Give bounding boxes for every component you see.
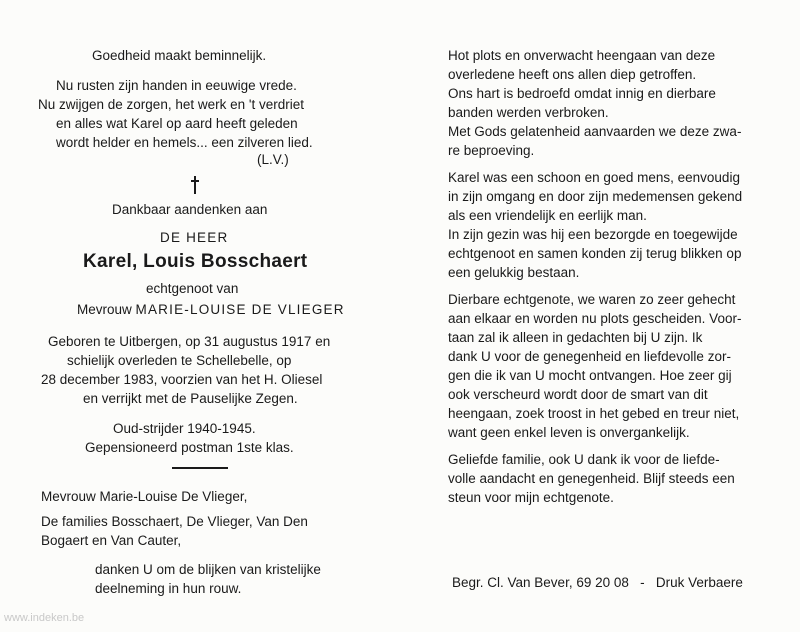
text-line: Geliefde familie, ook U dank ik voor de liefde- bbox=[448, 452, 720, 467]
deceased-name: Karel, Louis Bosschaert bbox=[83, 251, 308, 272]
text-line: steun voor mijn echtgenote. bbox=[448, 490, 614, 505]
text-line: echtgenoot en samen konden zij terug blikken op bbox=[448, 246, 742, 261]
text-line: dank U voor de genegenheid en liefdevolle zor- bbox=[448, 349, 731, 364]
text-line: een gelukkig bestaan. bbox=[448, 265, 580, 280]
text-line: als een vriendelijk en eerlijk man. bbox=[448, 208, 647, 223]
text-line: want geen enkel leven is onvergankelijk. bbox=[448, 425, 690, 440]
section-divider bbox=[172, 467, 228, 469]
poem-line-4: en alles wat Karel op aard heeft geleden bbox=[56, 116, 298, 131]
text-line: Hot plots en onverwacht heengaan van deze bbox=[448, 48, 716, 63]
bio-line-4: en verrijkt met de Pauselijke Zegen. bbox=[83, 391, 298, 406]
poem-line-5: wordt helder en hemels... een zilveren lied. bbox=[56, 135, 313, 150]
spouse-prefix: Mevrouw bbox=[77, 302, 132, 317]
text-line: Met Gods gelatenheid aanvaarden we deze zwa- bbox=[448, 124, 742, 139]
bio-line-3: 28 december 1983, voorzien van het H. Oliesel bbox=[41, 372, 323, 387]
poem-line-1: Goedheid maakt beminnelijk. bbox=[92, 48, 267, 63]
printer-footer: Begr. Cl. Van Bever, 69 20 08 - Druk Verbaere bbox=[452, 575, 743, 590]
bio-line-2: schielijk overleden te Schellebelle, op bbox=[67, 353, 292, 368]
spouse-line bbox=[77, 301, 345, 319]
thanks-line-2: deelneming in hun rouw. bbox=[95, 581, 242, 596]
spouse-name: MARIE-LOUISE DE VLIEGER bbox=[135, 302, 345, 317]
text-line: Ons hart is bedroefd omdat innig en dierbare bbox=[448, 86, 716, 101]
text-line: Dierbare echtgenote, we waren zo zeer gehecht bbox=[448, 292, 736, 307]
honorific: DE HEER bbox=[160, 230, 229, 245]
family-line-1: Mevrouw Marie-Louise De Vlieger, bbox=[41, 489, 248, 504]
poem-line-3: Nu zwijgen de zorgen, het werk en 't verdriet bbox=[38, 97, 304, 112]
text-line: ook verscheurd wordt door de smart van dit bbox=[448, 387, 708, 402]
poem-line-2: Nu rusten zijn handen in eeuwige vrede. bbox=[56, 78, 297, 93]
text-line: Karel was een schoon en goed mens, eenvoudig bbox=[448, 170, 740, 185]
text-line: aan elkaar en worden nu plots gescheiden. Voor- bbox=[448, 311, 742, 326]
text-line: re beproeving. bbox=[448, 143, 535, 158]
text-line: gen die ik van U mocht ontvangen. Hoe zeer gij bbox=[448, 368, 732, 383]
service-line-2: Gepensioneerd postman 1ste klas. bbox=[85, 440, 294, 455]
text-line: heengaan, zoek troost in het gebed en treur niet, bbox=[448, 406, 740, 421]
memorial-line: Dankbaar aandenken aan bbox=[112, 202, 268, 217]
spouse-intro: echtgenoot van bbox=[146, 281, 239, 296]
watermark: www.indeken.be bbox=[4, 612, 85, 624]
poem-author: (L.V.) bbox=[257, 152, 289, 167]
text-line: in zijn omgang en door zijn medemensen gekend bbox=[448, 189, 743, 204]
thanks-line-1: danken U om de blijken van kristelijke bbox=[95, 562, 321, 577]
cross-icon bbox=[190, 176, 200, 194]
service-line-1: Oud-strijder 1940-1945. bbox=[113, 421, 256, 436]
text-line: volle aandacht en genegenheid. Blijf steeds een bbox=[448, 471, 735, 486]
text-line: taan zal ik alleen in gedachten bij U zijn. Ik bbox=[448, 330, 703, 345]
family-line-3: Bogaert en Van Cauter, bbox=[41, 533, 182, 548]
text-line: banden werden verbroken. bbox=[448, 105, 609, 120]
bio-line-1: Geboren te Uitbergen, op 31 augustus 1917 en bbox=[48, 334, 331, 349]
text-line: In zijn gezin was hij een bezorgde en toegewijde bbox=[448, 227, 738, 242]
family-line-2: De families Bosschaert, De Vlieger, Van Den bbox=[41, 514, 308, 529]
text-line: overledene heeft ons allen diep getroffen. bbox=[448, 67, 697, 82]
